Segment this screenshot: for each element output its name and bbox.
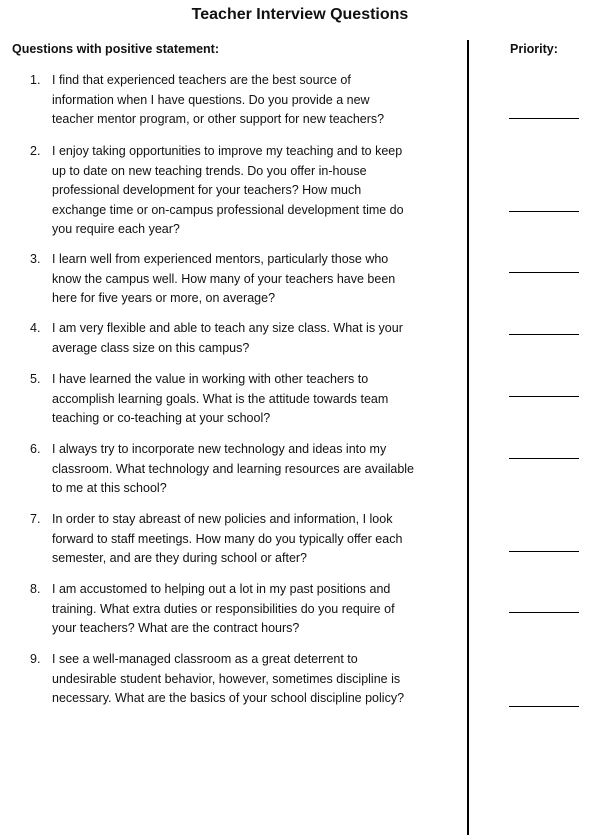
question-text-line: forward to staff meetings. How many do you typically offer each: [52, 531, 403, 546]
priority-blank-line[interactable]: [509, 458, 579, 459]
question-text-line: know the campus well. How many of your teachers have been: [52, 271, 396, 286]
question-text-line: I find that experienced teachers are the best source of: [52, 73, 351, 87]
question-text-line: I see a well-managed classroom as a great deterrent to: [52, 652, 358, 666]
question-text-line: undesirable student behavior, however, sometimes discipline is: [52, 671, 401, 686]
priority-blank-line[interactable]: [509, 551, 579, 552]
question-text-line: to me at this school?: [52, 481, 167, 495]
question-text: [52, 510, 457, 569]
question-text-line: I enjoy taking opportunities to improve my teaching and to keep: [52, 144, 403, 158]
question-text-line: I learn well from experienced mentors, particularly those who: [52, 252, 389, 266]
question-text-line: information when I have questions. Do you provide a new: [52, 92, 370, 107]
question-text: [52, 142, 457, 240]
question-number: 3.: [30, 252, 41, 266]
question-text-line: I have learned the value in working with other teachers to: [52, 372, 369, 386]
priority-column-header: Priority:: [510, 42, 558, 56]
question-text-line: I always try to incorporate new technology and ideas into my: [52, 442, 387, 456]
question-text: [52, 440, 457, 499]
question-text-line: I am accustomed to helping out a lot in my past positions and: [52, 582, 391, 596]
question-text: [52, 71, 457, 130]
priority-blank-line[interactable]: [509, 334, 579, 335]
question-number: 6.: [30, 442, 41, 456]
question-text-line: exchange time or on-campus professional development time do: [52, 202, 404, 217]
question-number: 7.: [30, 512, 41, 526]
priority-blank-line[interactable]: [509, 272, 579, 273]
question-number: 2.: [30, 144, 41, 158]
question-text: [52, 580, 457, 639]
priority-blank-line[interactable]: [509, 396, 579, 397]
question-text-line: training. What extra duties or responsibilities do you require of: [52, 601, 395, 616]
priority-blank-line[interactable]: [509, 706, 579, 707]
question-text-line: your teachers? What are the contract hours?: [52, 621, 300, 635]
priority-blank-line[interactable]: [509, 118, 579, 119]
question-text-line: semester, and are they during school or after?: [52, 551, 308, 565]
question-text: [52, 319, 457, 358]
question-number: 4.: [30, 321, 41, 335]
question-number: 5.: [30, 372, 41, 386]
question-text-line: average class size on this campus?: [52, 340, 250, 355]
question-text-line: up to date on new teaching trends. Do you offer in-house: [52, 163, 367, 178]
question-text: [52, 370, 457, 429]
question-text-line: teaching or co-teaching at your school?: [52, 411, 271, 425]
question-text-line: necessary. What are the basics of your school discipline policy?: [52, 691, 405, 705]
question-text-line: you require each year?: [52, 222, 180, 236]
column-divider: [467, 40, 469, 835]
question-text-line: I am very flexible and able to teach any size class. What is your: [52, 321, 403, 335]
question-text-line: classroom. What technology and learning resources are available: [52, 461, 414, 476]
priority-blank-line[interactable]: [509, 211, 579, 212]
question-text-line: In order to stay abreast of new policies and information, I look: [52, 512, 393, 526]
questions-column-header: Questions with positive statement:: [12, 42, 219, 56]
page-title: Teacher Interview Questions: [191, 6, 409, 23]
question-text-line: accomplish learning goals. What is the attitude towards team: [52, 391, 389, 406]
question-text-line: teacher mentor program, or other support for new teachers?: [52, 112, 385, 126]
question-number: 9.: [30, 652, 41, 666]
question-number: 8.: [30, 582, 41, 596]
question-number: 1.: [30, 73, 41, 87]
question-text: [52, 650, 457, 709]
question-text: [52, 250, 457, 309]
priority-blank-line[interactable]: [509, 612, 579, 613]
question-text-line: here for five years or more, on average?: [52, 291, 276, 305]
question-text-line: professional development for your teachers? How much: [52, 183, 362, 197]
